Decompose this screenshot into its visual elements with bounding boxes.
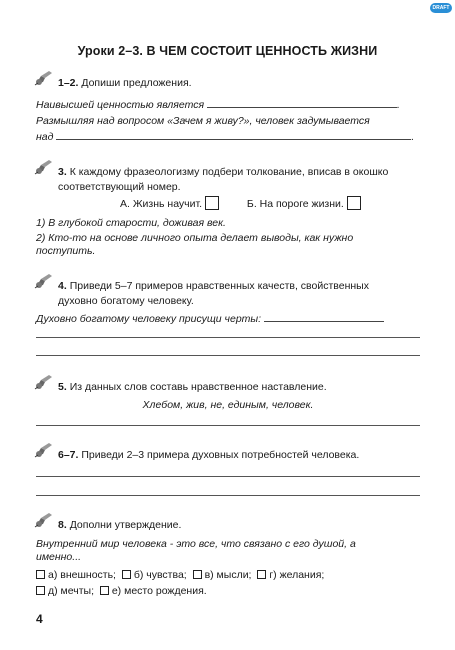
definition-2: 2) Кто-то на основе личного опыта делает выводы, как нужно — [36, 232, 354, 244]
option-b[interactable]: б) чувства; — [122, 569, 187, 581]
checkbox[interactable] — [122, 570, 131, 579]
definition-2-cont: поступить. — [36, 245, 96, 257]
options-row-2 — [36, 584, 420, 598]
task-1-2 — [36, 76, 420, 91]
blank-line[interactable] — [36, 337, 420, 338]
task-instruction-cont: соответствующий номер. — [58, 181, 181, 193]
page-number: 4 — [36, 612, 43, 626]
blank-line[interactable] — [36, 425, 420, 426]
pencil-hand-icon — [34, 512, 54, 528]
pencil-hand-icon — [34, 374, 54, 390]
options-row-1 — [36, 568, 420, 582]
task-6-7 — [36, 448, 420, 463]
statement: Внутренний мир человека - это все, что связано с его душой, а — [36, 538, 356, 550]
blank-line[interactable] — [264, 310, 384, 322]
option-a[interactable]: а) внешность; — [36, 569, 116, 581]
pencil-hand-icon — [34, 159, 54, 175]
blank-line[interactable] — [207, 96, 397, 108]
task-instruction: Приведи 2–3 примера духовных потребностей человека. — [81, 449, 360, 461]
pencil-hand-icon — [34, 273, 54, 289]
checkbox[interactable] — [36, 570, 45, 579]
blank-line[interactable] — [56, 128, 411, 140]
blank-line[interactable] — [36, 495, 420, 496]
task-instruction: К каждому фразеологизму подбери толкование, вписав в окошко — [69, 166, 389, 178]
page-title: Уроки 2–3. В ЧЕМ СОСТОИТ ЦЕННОСТЬ ЖИЗНИ — [77, 44, 378, 58]
word-list: Хлебом, жив, не, единым, человек. — [142, 399, 314, 411]
statement-cont: именно... — [36, 551, 82, 563]
task-number: 4. — [58, 280, 67, 292]
answer-line-1: Наивысшей ценностью является . — [36, 96, 420, 112]
task-5 — [36, 380, 420, 395]
task-instruction: Дополни утверждение. — [69, 519, 182, 531]
task-3 — [36, 165, 420, 195]
checkbox[interactable] — [193, 570, 202, 579]
task-number: 8. — [58, 519, 67, 531]
option-c[interactable]: в) мысли; — [193, 569, 252, 581]
task-8 — [36, 518, 420, 533]
answer-box-b[interactable] — [347, 196, 361, 210]
task-instruction: Приведи 5–7 примеров нравственных качеств, свойственных — [69, 280, 369, 292]
answer-line-2: Размышляя над вопросом «Зачем я живу?», человек задумывается — [36, 115, 370, 127]
definition-1: 1) В глубокой старости, доживая век. — [36, 217, 226, 229]
option-f[interactable]: е) место рождения. — [100, 585, 207, 597]
checkbox[interactable] — [100, 586, 109, 595]
checkbox[interactable] — [257, 570, 266, 579]
task-4 — [36, 279, 420, 309]
blank-line[interactable] — [36, 355, 420, 356]
task-instruction-cont: духовно богатому человеку. — [58, 295, 194, 307]
task-number: 1–2. — [58, 77, 79, 89]
pencil-hand-icon — [34, 70, 54, 86]
task-number: 3. — [58, 166, 67, 178]
blank-line[interactable] — [36, 476, 420, 477]
task-instruction: Из данных слов составь нравственное наставление. — [69, 381, 327, 393]
phraseology-options: А. Жизнь научит. Б. На пороге жизни. — [120, 196, 420, 211]
answer-box-a[interactable] — [205, 196, 219, 210]
answer-line-3: над . — [36, 128, 420, 144]
answer-line-4: Духовно богатому человеку присущи черты: — [36, 310, 420, 326]
task-instruction: Допиши предложения. — [81, 77, 192, 89]
checkbox[interactable] — [36, 586, 45, 595]
option-d[interactable]: г) желания; — [257, 569, 324, 581]
pencil-hand-icon — [34, 442, 54, 458]
option-e[interactable]: д) мечты; — [36, 585, 94, 597]
task-number: 6–7. — [58, 449, 79, 461]
task-number: 5. — [58, 381, 67, 393]
publisher-logo: DRAFT — [430, 3, 452, 13]
